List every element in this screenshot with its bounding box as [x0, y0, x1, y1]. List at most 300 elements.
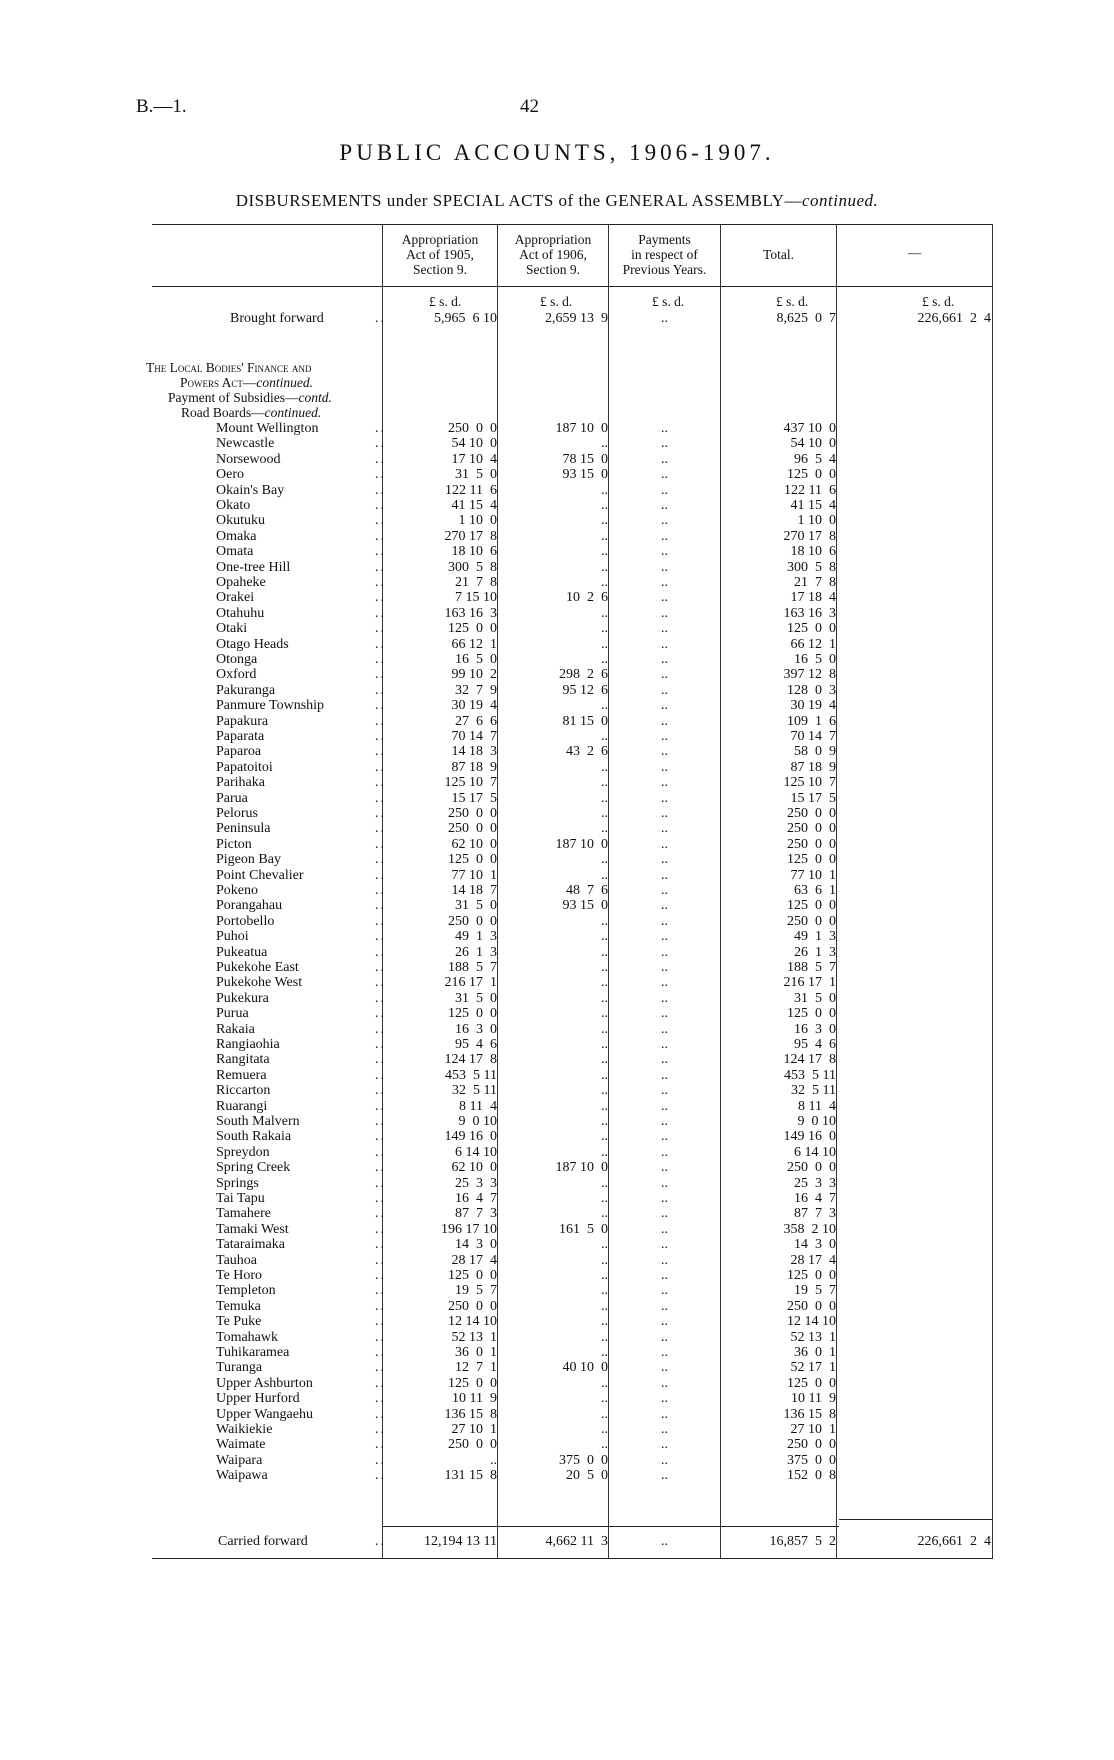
road-board-name: Otonga	[216, 652, 258, 667]
cell-c1: 125 10 7	[444, 775, 497, 791]
leader-dots: ..	[375, 436, 386, 452]
leader-dots: ..	[375, 1534, 386, 1549]
leader-dots: ..	[375, 1191, 386, 1206]
table-row	[152, 637, 993, 652]
cell-c4: 96 5 4	[794, 451, 836, 467]
cell-c2: 81 15 0	[562, 713, 608, 729]
table-row	[152, 1160, 993, 1175]
col-header-1905	[383, 232, 497, 277]
cell-c1: 250 0 0	[448, 1298, 497, 1314]
table-row	[152, 1222, 993, 1237]
cell-c1: 8 11 4	[459, 1098, 497, 1114]
cell-c4: 250 0 0	[787, 1298, 836, 1314]
table-row	[152, 467, 993, 482]
leader-dots: ..	[375, 513, 386, 529]
cell-c1: 12,194 13 11	[424, 1534, 497, 1549]
cell-c4: 58 0 9	[794, 744, 836, 760]
cell-c3: ..	[661, 498, 668, 513]
cell-c3: ..	[661, 682, 668, 698]
units-c3: £ s. d.	[652, 294, 685, 309]
leader-dots: ..	[375, 990, 386, 1006]
leader-dots: ..	[375, 451, 386, 467]
cell-c1: 14 3 0	[455, 1237, 497, 1253]
road-board-name: Oero	[216, 467, 244, 483]
leader-dots: ..	[375, 1437, 386, 1453]
cell-c3: ..	[661, 759, 668, 775]
table-row	[152, 529, 993, 544]
road-board-name: Pokeno	[216, 883, 258, 898]
cell-c2: 93 15 0	[562, 898, 608, 914]
cell-c5: 226,661 2 4	[917, 1534, 991, 1549]
table-row	[152, 667, 993, 682]
section-continued: continued.	[256, 375, 314, 390]
cell-c2: 40 10 0	[562, 1360, 608, 1376]
cell-c1: 250 0 0	[448, 821, 497, 837]
cell-c3: ..	[661, 744, 668, 760]
cell-c3: ..	[661, 867, 668, 883]
cell-c2: ..	[601, 1314, 608, 1330]
leader-dots: ..	[375, 421, 386, 436]
cell-c2: ..	[601, 1375, 608, 1391]
cell-c3: ..	[661, 1268, 668, 1283]
cell-c3: ..	[661, 1067, 668, 1083]
cell-c2: ..	[601, 960, 608, 975]
col-header-1906	[498, 232, 608, 277]
table-bottom-rule	[152, 1558, 993, 1559]
table-row	[152, 1191, 993, 1206]
cell-c2: ..	[601, 1098, 608, 1114]
cell-c2: ..	[601, 1037, 608, 1052]
col-header-line: Payments	[638, 232, 691, 247]
cell-c1: 250 0 0	[448, 1437, 497, 1453]
cell-c3: ..	[661, 1052, 668, 1068]
page-number: 42	[520, 96, 539, 117]
leader-dots: ..	[375, 1283, 386, 1299]
cell-c2: ..	[601, 1052, 608, 1068]
table-row	[152, 513, 993, 528]
cell-c3: ..	[661, 652, 668, 667]
cell-c4: 16 3 0	[794, 1021, 836, 1037]
cell-c1: 125 0 0	[448, 1268, 497, 1283]
leader-dots: ..	[375, 883, 386, 898]
cell-c1: 27 6 6	[455, 713, 497, 729]
cell-c2: ..	[601, 759, 608, 775]
leader-dots: ..	[375, 652, 386, 667]
cell-c4: 128 0 3	[787, 682, 836, 698]
cell-c3: ..	[661, 806, 668, 821]
leader-dots: ..	[375, 1129, 386, 1145]
cell-c1: 54 10 0	[451, 436, 497, 452]
cell-c1: 16 3 0	[455, 1021, 497, 1037]
road-board-name: Templeton	[216, 1283, 276, 1299]
cell-c3: ..	[661, 929, 668, 945]
road-board-name: Otaki	[216, 621, 248, 637]
cell-c3: ..	[661, 482, 668, 498]
cell-c3: ..	[661, 883, 668, 898]
cell-c1: 52 13 1	[451, 1329, 497, 1345]
section-subheading	[180, 375, 313, 390]
cell-c3: ..	[661, 621, 668, 637]
leader-dots: ..	[375, 1452, 386, 1468]
leader-dots: ..	[375, 960, 386, 975]
road-board-name: Temuka	[216, 1298, 261, 1314]
cell-c4: 41 15 4	[790, 498, 836, 513]
cell-c2: ..	[601, 1298, 608, 1314]
cell-c4: 52 17 1	[790, 1360, 836, 1376]
cell-c2: ..	[601, 1252, 608, 1268]
cell-c3: ..	[661, 636, 668, 652]
subtitle-continued: continued.	[801, 191, 879, 210]
cell-c3: ..	[661, 913, 668, 929]
cell-c3: ..	[661, 1314, 668, 1330]
cell-c1: 36 0 1	[455, 1345, 497, 1360]
cell-c1: 136 15 8	[444, 1406, 497, 1422]
cell-c3: ..	[661, 1221, 668, 1237]
table-row	[152, 606, 993, 621]
cell-c3: ..	[661, 1283, 668, 1299]
leader-dots: ..	[375, 1314, 386, 1330]
leader-dots: ..	[375, 528, 386, 544]
road-board-name: Pukekohe East	[216, 960, 299, 975]
page-ref: B.—1.	[136, 96, 187, 117]
cell-c1: 250 0 0	[448, 806, 497, 821]
road-board-name: Waimate	[216, 1437, 266, 1453]
road-board-name: Rangiaohia	[216, 1037, 280, 1052]
cell-c1: 188 5 7	[448, 960, 497, 975]
cell-c4: 250 0 0	[787, 913, 836, 929]
table-row	[152, 898, 993, 913]
cell-c1: 26 1 3	[455, 944, 497, 960]
cell-c1: 12 14 10	[448, 1314, 497, 1330]
leader-dots: ..	[375, 975, 386, 991]
table-row	[152, 452, 993, 467]
cell-c2: 298 2 6	[559, 667, 608, 683]
cell-c2: ..	[601, 636, 608, 652]
cell-c4: 300 5 8	[787, 559, 836, 575]
cell-c2: ..	[601, 1175, 608, 1191]
cell-c4: 8,625 0 7	[776, 311, 836, 326]
leader-dots: ..	[375, 621, 386, 637]
cell-c4: 163 16 3	[783, 605, 836, 621]
cell-c1: 27 10 1	[451, 1422, 497, 1437]
cell-c4: 188 5 7	[787, 960, 836, 975]
cell-c1: 17 10 4	[451, 451, 497, 467]
cell-c1: 10 11 9	[452, 1391, 497, 1407]
units-c1: £ s. d.	[429, 294, 462, 309]
cell-c3: ..	[661, 605, 668, 621]
table-row	[152, 1268, 993, 1283]
leader-dots: ..	[375, 1006, 386, 1022]
cell-c2: ..	[601, 1329, 608, 1345]
table-row	[152, 837, 993, 852]
cell-c3: ..	[661, 667, 668, 683]
table-row	[152, 760, 993, 775]
cell-c4: 1 10 0	[797, 513, 836, 529]
cell-c3: ..	[661, 1329, 668, 1345]
cell-c3: ..	[661, 852, 668, 868]
units-c4: £ s. d.	[776, 294, 809, 309]
cell-c1: 16 5 0	[455, 652, 497, 667]
table-row	[152, 421, 993, 436]
road-board-name: Point Chevalier	[216, 867, 304, 883]
table-row	[152, 1283, 993, 1298]
table-row	[152, 929, 993, 944]
cell-c2: ..	[601, 1406, 608, 1422]
road-board-name: Waipara	[216, 1452, 263, 1468]
road-board-name: Tomahawk	[216, 1329, 279, 1345]
cell-c2: ..	[601, 1391, 608, 1407]
cell-c2: ..	[601, 1206, 608, 1222]
table-row	[152, 806, 993, 821]
table-row	[152, 1468, 993, 1483]
cell-c1: 196 17 10	[441, 1221, 497, 1237]
cell-c4: 125 0 0	[787, 467, 836, 483]
cell-c3: ..	[661, 821, 668, 837]
cell-c3: ..	[661, 1360, 668, 1376]
road-board-name: Turanga	[216, 1360, 263, 1376]
leader-dots: ..	[375, 775, 386, 791]
table-row	[152, 498, 993, 513]
road-board-name: Portobello	[216, 913, 275, 929]
page-title: PUBLIC ACCOUNTS, 1906-1907.	[339, 140, 775, 165]
cell-c3: ..	[661, 1437, 668, 1453]
cell-c1: 18 10 6	[451, 544, 497, 560]
table-row	[152, 1176, 993, 1191]
cell-c4: 124 17 8	[783, 1052, 836, 1068]
road-board-name: Papatoitoi	[216, 759, 273, 775]
cell-c4: 15 17 5	[790, 790, 836, 806]
cell-c4: 397 12 8	[783, 667, 836, 683]
cell-c4: 95 4 6	[794, 1037, 836, 1052]
road-board-name: Oxford	[216, 667, 257, 683]
cell-c2: 78 15 0	[562, 451, 608, 467]
cell-c4: 19 5 7	[794, 1283, 836, 1299]
cell-c1: ..	[490, 1452, 497, 1468]
col-header-blank	[837, 245, 992, 260]
cell-c4: 27 10 1	[790, 1422, 836, 1437]
table-row	[152, 791, 993, 806]
cell-c3: ..	[661, 1206, 668, 1222]
cell-c4: 36 0 1	[794, 1345, 836, 1360]
table-top-rule	[152, 224, 993, 225]
leader-dots: ..	[375, 898, 386, 914]
cell-c2: ..	[601, 1067, 608, 1083]
cell-c2: ..	[601, 436, 608, 452]
road-board-name: Peninsula	[216, 821, 271, 837]
cell-c4: 28 17 4	[790, 1252, 836, 1268]
subsidies-heading	[168, 390, 332, 405]
header-bottom-rule	[152, 286, 993, 287]
cell-c1: 87 7 3	[455, 1206, 497, 1222]
leader-dots: ..	[375, 821, 386, 837]
cell-c4: 10 11 9	[791, 1391, 836, 1407]
cell-c3: ..	[661, 1252, 668, 1268]
road-board-name: Springs	[216, 1175, 259, 1191]
cell-c1: 30 19 4	[451, 698, 497, 714]
table-row	[152, 1206, 993, 1221]
cell-c4: 152 0 8	[787, 1468, 836, 1484]
leader-dots: ..	[375, 929, 386, 945]
cell-c4: 16 4 7	[794, 1191, 836, 1206]
cell-c2: 4,662 11 3	[545, 1534, 608, 1549]
cell-c3: ..	[661, 1422, 668, 1437]
cell-c3: ..	[661, 1345, 668, 1360]
col-header-line: Section 9.	[413, 262, 467, 277]
cell-c4: 250 0 0	[787, 1160, 836, 1176]
road-boards-continued: continued.	[264, 405, 322, 420]
leader-dots: ..	[375, 1375, 386, 1391]
units-c5: £ s. d.	[922, 294, 955, 309]
table-row	[152, 652, 993, 667]
cell-c2: ..	[601, 852, 608, 868]
cell-c4: 49 1 3	[794, 929, 836, 945]
cell-c1: 250 0 0	[448, 421, 497, 436]
table-row	[152, 1006, 993, 1021]
road-board-name: Waikiekie	[216, 1422, 273, 1437]
leader-dots: ..	[375, 1098, 386, 1114]
road-board-name: Spreydon	[216, 1144, 270, 1160]
cell-c1: 6 14 10	[455, 1144, 497, 1160]
subtitle-text: DISBURSEMENTS under SPECIAL ACTS of the GENERAL ASSEMBLY—	[235, 191, 802, 210]
cell-c2: 375 0 0	[559, 1452, 608, 1468]
carried-rule-right	[839, 1519, 993, 1520]
table-row	[152, 729, 993, 744]
cell-c3: ..	[661, 1006, 668, 1022]
road-board-name: Tai Tapu	[216, 1191, 265, 1206]
road-board-name: Purua	[216, 1006, 249, 1022]
cell-c4: 70 14 7	[790, 729, 836, 744]
cell-c2: 161 5 0	[559, 1221, 608, 1237]
col-header-total	[721, 247, 836, 262]
cell-c1: 122 11 6	[445, 482, 497, 498]
cell-c3: ..	[661, 729, 668, 744]
road-board-name: Upper Hurford	[216, 1391, 300, 1407]
cell-c4: 358 2 10	[783, 1221, 836, 1237]
cell-c3: ..	[661, 436, 668, 452]
cell-c3: ..	[661, 311, 668, 326]
table-row	[152, 1330, 993, 1345]
leader-dots: ..	[375, 1298, 386, 1314]
leader-dots: ..	[375, 575, 386, 590]
cell-c1: 31 5 0	[455, 467, 497, 483]
table-row	[152, 1145, 993, 1160]
cell-c2: 93 15 0	[562, 467, 608, 483]
road-board-name: Otago Heads	[216, 636, 289, 652]
section-act-label: Powers Act—	[180, 375, 257, 390]
table-row	[152, 975, 993, 990]
leader-dots: ..	[375, 559, 386, 575]
cell-c4: 125 0 0	[787, 898, 836, 914]
cell-c2: ..	[601, 1083, 608, 1099]
table-row	[152, 1022, 993, 1037]
cell-c1: 453 5 11	[445, 1067, 497, 1083]
table-row	[152, 544, 993, 559]
cell-c2: ..	[601, 621, 608, 637]
col-header-line: Appropriation	[514, 232, 592, 247]
units-c2: £ s. d.	[540, 294, 573, 309]
road-board-name: Parihaka	[216, 775, 265, 791]
cell-c2: 48 7 6	[566, 883, 608, 898]
road-board-name: South Rakaia	[216, 1129, 292, 1145]
cell-c4: 453 5 11	[784, 1067, 836, 1083]
road-board-name: Ruarangi	[216, 1098, 268, 1114]
leader-dots: ..	[375, 1345, 386, 1360]
cell-c4: 32 5 11	[791, 1083, 836, 1099]
cell-c2: ..	[601, 913, 608, 929]
road-board-name: Te Horo	[216, 1268, 263, 1283]
cell-c2: ..	[601, 1437, 608, 1453]
table-row	[152, 775, 993, 790]
cell-c1: 7 15 10	[455, 590, 497, 606]
road-board-name: Upper Wangaehu	[216, 1406, 313, 1422]
table-row	[152, 483, 993, 498]
road-board-name: Opaheke	[216, 575, 266, 590]
cell-c3: ..	[661, 590, 668, 606]
cell-c3: ..	[661, 1298, 668, 1314]
table-row	[152, 868, 993, 883]
cell-c3: ..	[661, 975, 668, 991]
col-header-line: Section 9.	[526, 262, 580, 277]
road-board-name: One-tree Hill	[216, 559, 291, 575]
leader-dots: ..	[375, 913, 386, 929]
road-board-name: Pakuranga	[216, 682, 276, 698]
road-board-name: Pelorus	[216, 806, 258, 821]
leader-dots: ..	[375, 590, 386, 606]
leader-dots: ..	[375, 729, 386, 744]
cell-c1: 19 5 7	[455, 1283, 497, 1299]
cell-c4: 122 11 6	[784, 482, 836, 498]
cell-c1: 125 0 0	[448, 1375, 497, 1391]
col-header-line: in respect of	[631, 247, 698, 262]
cell-c1: 49 1 3	[455, 929, 497, 945]
cell-c2: ..	[601, 821, 608, 837]
table-row	[152, 1099, 993, 1114]
road-boards-heading	[181, 405, 321, 420]
cell-c4: 52 13 1	[790, 1329, 836, 1345]
leader-dots: ..	[375, 698, 386, 714]
cell-c3: ..	[661, 1468, 668, 1484]
road-board-name: Picton	[216, 836, 252, 852]
cell-c4: 6 14 10	[794, 1144, 836, 1160]
cell-c3: ..	[661, 898, 668, 914]
col-header-line: Total.	[763, 247, 794, 262]
cell-c1: 16 4 7	[455, 1191, 497, 1206]
road-board-name: Pigeon Bay	[216, 852, 281, 868]
cell-c4: 87 18 9	[790, 759, 836, 775]
cell-c3: ..	[661, 944, 668, 960]
cell-c2: ..	[601, 729, 608, 744]
cell-c2: ..	[601, 559, 608, 575]
cell-c2: ..	[601, 1021, 608, 1037]
cell-c4: 87 7 3	[794, 1206, 836, 1222]
cell-c3: ..	[661, 1129, 668, 1145]
road-board-name: Okutuku	[216, 513, 265, 529]
table-row	[152, 960, 993, 975]
cell-c4: 14 3 0	[794, 1237, 836, 1253]
road-board-name: Spring Creek	[216, 1160, 291, 1176]
cell-c2: 20 5 0	[566, 1468, 608, 1484]
cell-c4: 17 18 4	[790, 590, 836, 606]
cell-c3: ..	[661, 713, 668, 729]
table-row	[152, 1314, 993, 1329]
road-board-name: Puhoi	[216, 929, 249, 945]
cell-c4: 125 10 7	[783, 775, 836, 791]
leader-dots: ..	[375, 1067, 386, 1083]
leader-dots: ..	[375, 1422, 386, 1437]
leader-dots: ..	[375, 806, 386, 821]
cell-c4: 375 0 0	[787, 1452, 836, 1468]
leader-dots: ..	[375, 1021, 386, 1037]
